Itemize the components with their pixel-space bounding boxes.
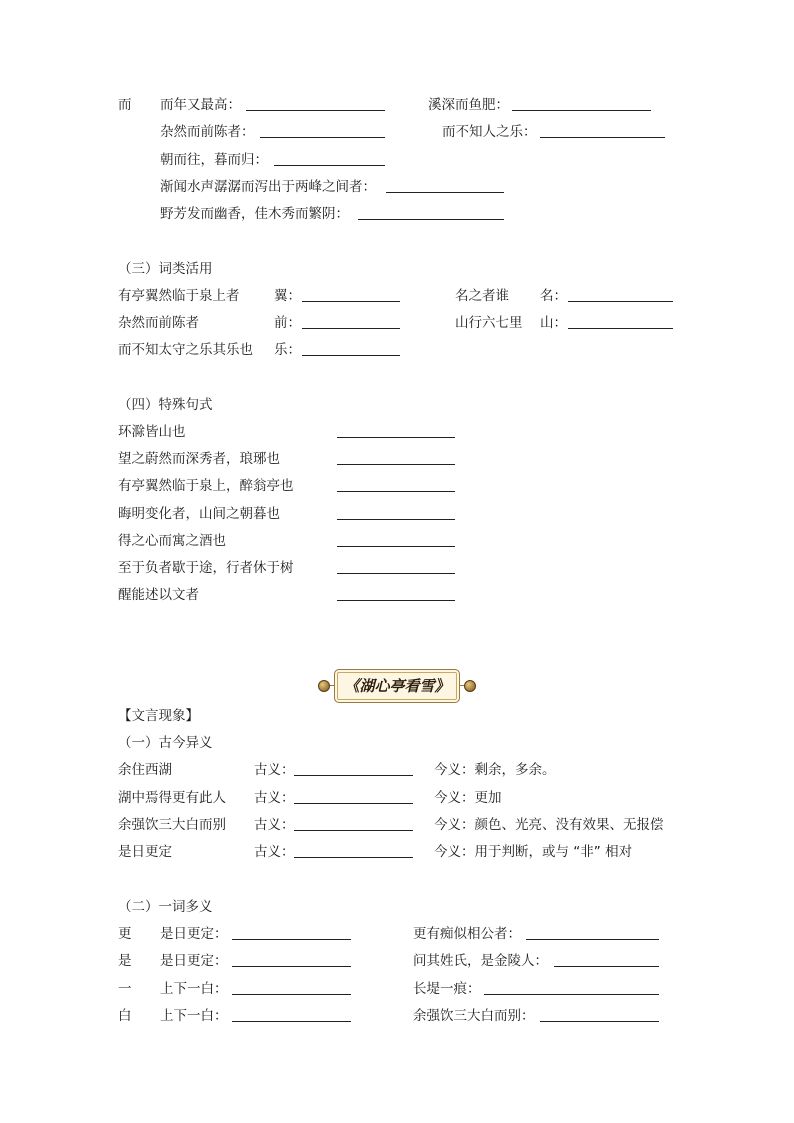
answer-blank[interactable]: [554, 966, 659, 967]
answer-blank[interactable]: [337, 519, 455, 520]
question-label: 长堤一痕：: [413, 981, 481, 997]
question-label: 更有痴似相公者：: [413, 926, 521, 942]
multi-char: 一: [118, 981, 132, 997]
sentence: 有亭翼然临于泉上者: [118, 288, 240, 304]
sentence: 环滁皆山也: [118, 424, 186, 440]
answer-blank[interactable]: [540, 1021, 659, 1022]
banner-knob-left-icon: [318, 680, 330, 692]
sentence: 晦明变化者，山间之朝暮也: [118, 506, 280, 522]
char-er-head: 而: [118, 97, 132, 113]
gu-label: 古义：: [254, 762, 295, 778]
answer-blank[interactable]: [484, 994, 659, 995]
jin-text: 今义：更加: [434, 790, 502, 806]
section-title: （三）词类活用: [118, 261, 213, 277]
answer-blank[interactable]: [337, 437, 455, 438]
answer-blank[interactable]: [337, 491, 455, 492]
answer-blank[interactable]: [294, 857, 413, 858]
answer-blank[interactable]: [274, 165, 385, 166]
answer-blank[interactable]: [386, 192, 504, 193]
question-label: 而不知人之乐：: [442, 124, 537, 140]
key-word-label: 山：: [540, 315, 567, 331]
lesson-title-banner: 《湖心亭看雪》: [334, 669, 460, 703]
section-title: （四）特殊句式: [118, 397, 213, 413]
sentence: 余住西湖: [118, 762, 172, 778]
gu-label: 古义：: [254, 790, 295, 806]
answer-blank[interactable]: [294, 803, 413, 804]
sentence: 湖中焉得更有此人: [118, 790, 226, 806]
answer-blank[interactable]: [294, 775, 413, 776]
sentence: 是日更定: [118, 844, 172, 860]
answer-blank[interactable]: [512, 110, 651, 111]
answer-blank[interactable]: [260, 137, 385, 138]
sentence: 望之蔚然而深秀者，琅琊也: [118, 451, 280, 467]
section-title: （一）古今异义: [118, 735, 213, 751]
answer-blank[interactable]: [294, 830, 413, 831]
gu-label: 古义：: [254, 844, 295, 860]
question-label: 上下一白：: [160, 981, 228, 997]
answer-blank[interactable]: [568, 328, 673, 329]
answer-blank[interactable]: [358, 219, 504, 220]
key-word-label: 前：: [274, 315, 301, 331]
answer-blank[interactable]: [568, 301, 673, 302]
key-word-label: 乐：: [274, 342, 301, 358]
key-word-label: 翼：: [274, 288, 301, 304]
answer-blank[interactable]: [302, 355, 400, 356]
banner-knob-right-icon: [464, 680, 476, 692]
heading: 【文言现象】: [118, 708, 199, 724]
multi-char: 是: [118, 953, 132, 969]
question-label: 是日更定：: [160, 953, 228, 969]
gu-label: 古义：: [254, 817, 295, 833]
sentence: 而不知太守之乐其乐也: [118, 342, 253, 358]
answer-blank[interactable]: [302, 328, 400, 329]
answer-blank[interactable]: [337, 464, 455, 465]
multi-char: 更: [118, 926, 132, 942]
question-label: 是日更定：: [160, 926, 228, 942]
question-label: 上下一白：: [160, 1008, 228, 1024]
sentence: 杂然而前陈者: [118, 315, 199, 331]
answer-blank[interactable]: [246, 110, 385, 111]
sentence: 得之心而寓之酒也: [118, 533, 226, 549]
answer-blank[interactable]: [337, 573, 455, 574]
question-label: 而年又最高：: [160, 97, 241, 113]
section-title: （二）一词多义: [118, 899, 213, 915]
question-label: 朝而往，暮而归：: [160, 152, 268, 168]
question-label: 渐闻水声潺潺而泻出于两峰之间者：: [160, 179, 376, 195]
answer-blank[interactable]: [232, 939, 351, 940]
answer-blank[interactable]: [232, 1021, 351, 1022]
answer-blank[interactable]: [302, 301, 400, 302]
question-label: 溪深而鱼肥：: [428, 97, 509, 113]
answer-blank[interactable]: [232, 966, 351, 967]
question-label: 问其姓氏，是金陵人：: [413, 953, 548, 969]
sentence: 山行六七里: [455, 315, 523, 331]
answer-blank[interactable]: [232, 994, 351, 995]
multi-char: 白: [118, 1008, 132, 1024]
sentence: 余强饮三大白而别: [118, 817, 226, 833]
jin-text: 今义：用于判断，或与 “非” 相对: [434, 844, 633, 860]
jin-text: 今义：颜色、光亮、没有效果、无报偿: [434, 817, 664, 833]
sentence: 名之者谁: [455, 288, 509, 304]
jin-text: 今义：剩余，多余。: [434, 762, 556, 778]
question-label: 野芳发而幽香，佳木秀而繁阴：: [160, 206, 349, 222]
answer-blank[interactable]: [337, 546, 455, 547]
answer-blank[interactable]: [526, 939, 659, 940]
key-word-label: 名：: [540, 288, 567, 304]
answer-blank[interactable]: [540, 137, 665, 138]
sentence: 至于负者歇于途，行者休于树: [118, 560, 294, 576]
sentence: 有亭翼然临于泉上，醉翁亭也: [118, 478, 294, 494]
answer-blank[interactable]: [337, 600, 455, 601]
question-label: 余强饮三大白而别：: [413, 1008, 535, 1024]
sentence: 醒能述以文者: [118, 587, 199, 603]
question-label: 杂然而前陈者：: [160, 124, 255, 140]
